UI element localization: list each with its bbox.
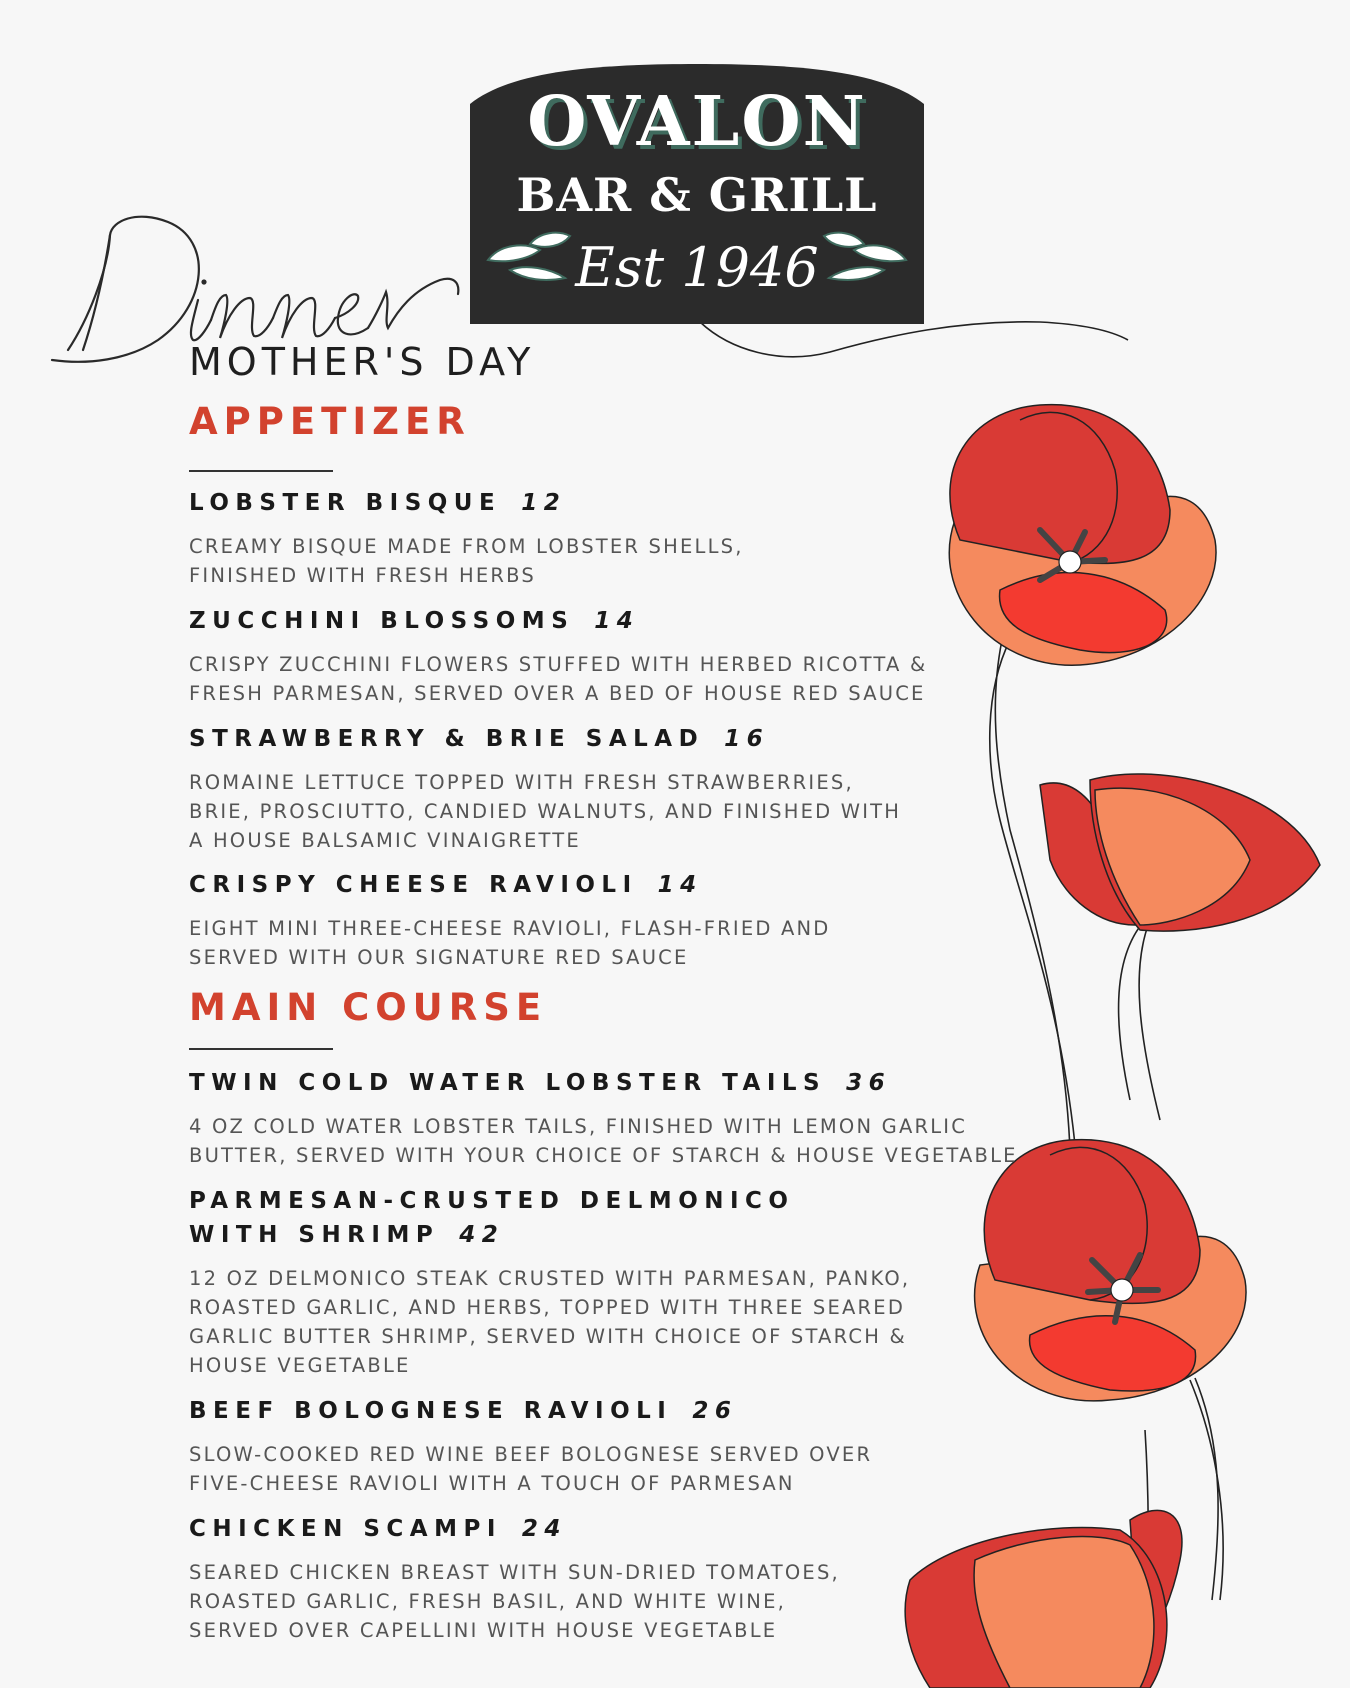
- menu-item-price: 16: [724, 726, 770, 752]
- menu-item-description: SEARED CHICKEN BREAST WITH SUN-DRIED TOMATOES, ROASTED GARLIC, FRESH BASIL, AND WHITE WINE, SERVED OVER CAPELLINI WITH HOUSE VEGETABLE: [189, 1561, 840, 1642]
- section-title-main-course: MAIN COURSE: [189, 986, 548, 1029]
- menu-item-name: CHICKEN SCAMPI 24: [189, 1516, 567, 1542]
- menu-item-price: 36: [846, 1070, 892, 1096]
- menu-item-name-continued: WITH SHRIMP 42: [189, 1222, 505, 1248]
- menu-item-description: ROMAINE LETTUCE TOPPED WITH FRESH STRAWBERRIES, BRIE, PROSCIUTTO, CANDIED WALNUTS, AND FINISHED WITH A HOUSE BALSAMIC VINAIGRETTE: [189, 771, 902, 852]
- menu-item-name: STRAWBERRY & BRIE SALAD 16: [189, 726, 770, 752]
- menu-item-name: BEEF BOLOGNESE RAVIOLI 26: [189, 1398, 738, 1424]
- menu-item-description: CRISPY ZUCCHINI FLOWERS STUFFED WITH HERBED RICOTTA & FRESH PARMESAN, SERVED OVER A BED OF HOUSE RED SAUCE: [189, 653, 928, 705]
- menu-item-name: CRISPY CHEESE RAVIOLI 14: [189, 872, 703, 898]
- menu-item-price: 14: [594, 608, 640, 634]
- menu-item-description: CREAMY BISQUE MADE FROM LOBSTER SHELLS, FINISHED WITH FRESH HERBS: [189, 535, 744, 587]
- menu-item-name: ZUCCHINI BLOSSOMS 14: [189, 608, 640, 634]
- menu-item-price: 42: [459, 1222, 505, 1248]
- menu-item-price: 12: [521, 490, 567, 516]
- logo-name: OVALON: [527, 82, 867, 162]
- section-divider: [189, 470, 333, 472]
- menu-item-name: TWIN COLD WATER LOBSTER TAILS 36: [189, 1070, 892, 1096]
- menu-subtitle: MOTHER'S DAY: [189, 340, 536, 384]
- menu-item-name: PARMESAN-CRUSTED DELMONICO: [189, 1188, 795, 1214]
- menu-item-description: 4 OZ COLD WATER LOBSTER TAILS, FINISHED WITH LEMON GARLIC BUTTER, SERVED WITH YOUR CHOICE OF STARCH & HOUSE VEGETABLE: [189, 1115, 1018, 1167]
- menu-item-price: 24: [521, 1516, 567, 1542]
- section-title-appetizer: APPETIZER: [189, 400, 471, 443]
- menu-item-description: SLOW-COOKED RED WINE BEEF BOLOGNESE SERVED OVER FIVE-CHEESE RAVIOLI WITH A TOUCH OF PARMESAN: [189, 1443, 873, 1495]
- menu-item-name: LOBSTER BISQUE 12: [189, 490, 567, 516]
- logo-subtitle: BAR & GRILL: [516, 168, 878, 222]
- menu-item-description: 12 OZ DELMONICO STEAK CRUSTED WITH PARMESAN, PANKO, ROASTED GARLIC, AND HERBS, TOPPED WITH THREE SEARED GARLIC BUTTER SHRIMP, SERVED WITH CHOICE OF STARCH & HOUSE VEGETABLE: [189, 1267, 911, 1377]
- menu-item-price: 26: [692, 1398, 738, 1424]
- menu-item-price: 14: [657, 872, 703, 898]
- logo-established: Est 1946: [575, 236, 819, 299]
- menu-item-description: EIGHT MINI THREE-CHEESE RAVIOLI, FLASH-FRIED AND SERVED WITH OUR SIGNATURE RED SAUCE: [189, 917, 831, 969]
- section-divider: [189, 1048, 333, 1050]
- restaurant-logo: [470, 64, 924, 324]
